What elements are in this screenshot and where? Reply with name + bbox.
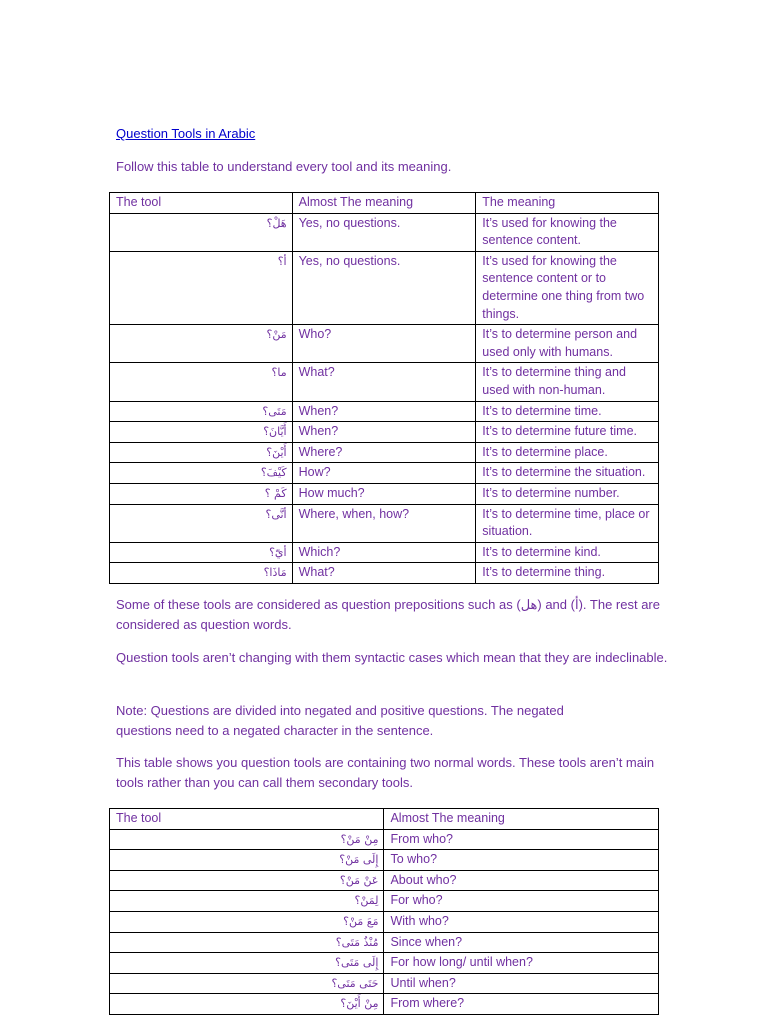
tool-cell: أيّ؟ <box>110 542 293 563</box>
meaning-cell: It’s to determine thing and used with non-human. <box>476 363 659 401</box>
almost-meaning-cell: From who? <box>384 829 659 850</box>
almost-meaning-cell: For how long/ until when? <box>384 953 659 974</box>
table-row <box>110 891 659 912</box>
almost-meaning-cell: Where, when, how? <box>292 504 476 542</box>
table-row <box>110 483 659 504</box>
tool-cell: مَعَ مَنْ؟ <box>110 911 384 932</box>
tool-cell: أَيَّانَ؟ <box>110 422 293 443</box>
meaning-cell: It’s used for knowing the sentence content or to determine one thing from two things. <box>476 251 659 324</box>
secondary-tools-table <box>109 808 659 1015</box>
meaning-cell: It’s to determine time, place or situation. <box>476 504 659 542</box>
table-row <box>110 870 659 891</box>
meaning-cell: It’s to determine future time. <box>476 422 659 443</box>
table-row <box>110 325 659 363</box>
meaning-cell: It’s to determine number. <box>476 483 659 504</box>
tool-cell: مِنْ مَنْ؟ <box>110 829 384 850</box>
tool-cell: أَيْنَ؟ <box>110 442 293 463</box>
column-header-almost-meaning: Almost The meaning <box>292 193 476 214</box>
table-row <box>110 422 659 443</box>
meaning-cell: It’s to determine thing. <box>476 563 659 584</box>
almost-meaning-cell: Which? <box>292 542 476 563</box>
paragraph-indeclinable: Question tools aren’t changing with them syntactic cases which mean that they are indeclinable. <box>116 650 668 665</box>
meaning-cell: It’s to determine the situation. <box>476 463 659 484</box>
table-row <box>110 911 659 932</box>
table-row <box>110 829 659 850</box>
tool-cell: مَنْ؟ <box>110 325 293 363</box>
tool-cell: مِنْ أَيْنَ؟ <box>110 994 384 1015</box>
tool-cell: لِمَنْ؟ <box>110 891 384 912</box>
table-row <box>110 542 659 563</box>
tool-cell: ما؟ <box>110 363 293 401</box>
almost-meaning-cell: When? <box>292 422 476 443</box>
table-row <box>110 973 659 994</box>
table-row <box>110 213 659 251</box>
paragraph-prepositions: Some of these tools are considered as question prepositions such as (هل) and (أ). The rest are considered as question words. <box>116 597 660 632</box>
almost-meaning-cell: What? <box>292 563 476 584</box>
meaning-cell: It’s to determine time. <box>476 401 659 422</box>
table-row <box>110 401 659 422</box>
tool-cell: مَتَى؟ <box>110 401 293 422</box>
tool-cell: مُنْذُ مَتَى؟ <box>110 932 384 953</box>
column-header-almost-meaning: Almost The meaning <box>384 809 659 830</box>
table-header-row <box>110 809 659 830</box>
paragraph-note: Note: Questions are divided into negated and positive questions. The negated questions need to a negated character in the sentence. <box>116 703 564 738</box>
almost-meaning-cell: Where? <box>292 442 476 463</box>
question-tools-table <box>109 192 659 584</box>
meaning-cell: It’s to determine kind. <box>476 542 659 563</box>
table-row <box>110 442 659 463</box>
table-row <box>110 363 659 401</box>
table-row <box>110 932 659 953</box>
meaning-cell: It’s to determine place. <box>476 442 659 463</box>
almost-meaning-cell: From where? <box>384 994 659 1015</box>
document-title[interactable]: Question Tools in Arabic <box>116 126 256 141</box>
almost-meaning-cell: Yes, no questions. <box>292 213 476 251</box>
meaning-cell: It’s to determine person and used only with humans. <box>476 325 659 363</box>
table-row <box>110 850 659 871</box>
almost-meaning-cell: Who? <box>292 325 476 363</box>
tool-cell: مَاذَا؟ <box>110 563 293 584</box>
paragraph-secondary-tools: This table shows you question tools are containing two normal words. These tools aren’t main tools rather than you can call them secondary tools. <box>116 755 655 790</box>
table-row <box>110 463 659 484</box>
table-row <box>110 251 659 324</box>
intro-text: Follow this table to understand every tool and its meaning. <box>116 159 452 174</box>
almost-meaning-cell: For who? <box>384 891 659 912</box>
column-header-tool: The tool <box>110 193 293 214</box>
tool-cell: أنَّى؟ <box>110 504 293 542</box>
tool-cell: إِلَى مَنْ؟ <box>110 850 384 871</box>
almost-meaning-cell: Yes, no questions. <box>292 251 476 324</box>
column-header-tool: The tool <box>110 809 384 830</box>
tool-cell: كَيْفَ؟ <box>110 463 293 484</box>
almost-meaning-cell: How much? <box>292 483 476 504</box>
almost-meaning-cell: With who? <box>384 911 659 932</box>
almost-meaning-cell: To who? <box>384 850 659 871</box>
tool-cell: إِلَى مَتَى؟ <box>110 953 384 974</box>
almost-meaning-cell: About who? <box>384 870 659 891</box>
almost-meaning-cell: Until when? <box>384 973 659 994</box>
table-row <box>110 563 659 584</box>
meaning-cell: It’s used for knowing the sentence content. <box>476 213 659 251</box>
table-row <box>110 994 659 1015</box>
column-header-meaning: The meaning <box>476 193 659 214</box>
almost-meaning-cell: What? <box>292 363 476 401</box>
tool-cell: هَلْ؟ <box>110 213 293 251</box>
table-row <box>110 504 659 542</box>
tool-cell: حَتَى مَتَى؟ <box>110 973 384 994</box>
tool-cell: كَمْ ؟ <box>110 483 293 504</box>
table-header-row <box>110 193 659 214</box>
almost-meaning-cell: How? <box>292 463 476 484</box>
tool-cell: أ؟ <box>110 251 293 324</box>
tool-cell: عَنْ مَنْ؟ <box>110 870 384 891</box>
almost-meaning-cell: Since when? <box>384 932 659 953</box>
table-row <box>110 953 659 974</box>
almost-meaning-cell: When? <box>292 401 476 422</box>
